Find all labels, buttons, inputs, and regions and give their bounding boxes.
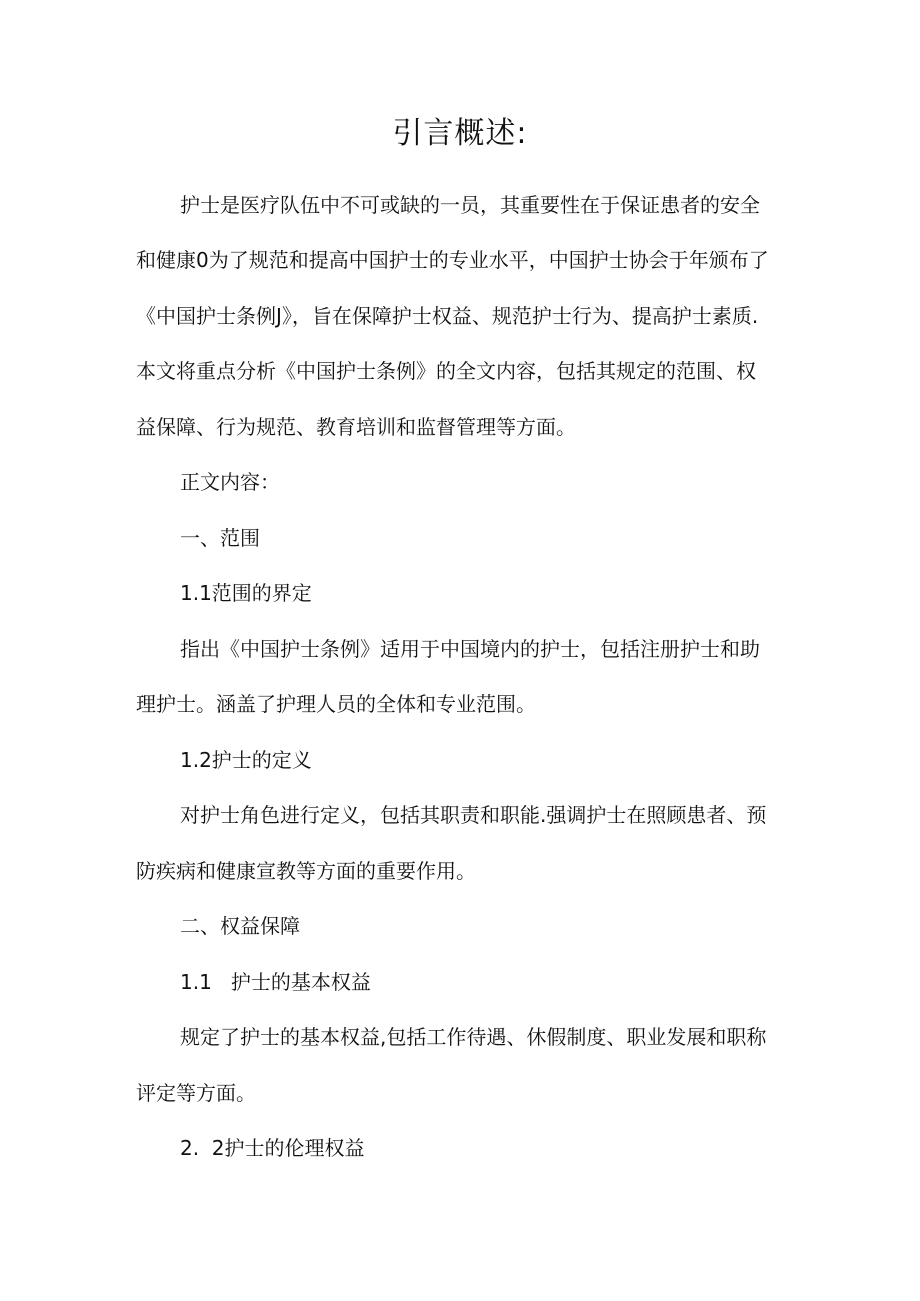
subsection-1-2-line-1: 对护士角色进行定义，包括其职责和职能.强调护士在照顾患者、预: [180, 803, 767, 827]
subsection-2-1-line-2: 评定等方面。: [136, 1081, 256, 1105]
intro-line-4: 本文将重点分析《中国护士条例》的全文内容，包括其规定的范围、权: [136, 359, 756, 383]
subsection-1-1-line-1: 指出《中国护士条例》适用于中国境内的护士，包括注册护士和助: [180, 637, 760, 661]
document-title: 引言概述:: [392, 116, 528, 151]
section-2-title: 二、权益保障: [180, 914, 300, 938]
subsection-2-1-title: 1.1 护士的基本权益: [180, 970, 371, 994]
subsection-1-2-line-2: 防疾病和健康宣教等方面的重要作用。: [136, 859, 476, 883]
intro-line-5: 益保障、行为规范、教育培训和监督管理等方面。: [136, 415, 576, 439]
subsection-1-1-line-2: 理护士。涵盖了护理人员的全体和专业范围。: [136, 692, 536, 716]
intro-line-1: 护士是医疗队伍中不可或缺的一员，其重要性在于保证患者的安全: [180, 193, 760, 217]
subsection-2-1-line-1: 规定了护士的基本权益,包括工作待遇、休假制度、职业发展和职称: [180, 1025, 767, 1049]
subsection-2-2-title: 2. 2护士的伦理权益: [180, 1136, 365, 1160]
intro-line-2: 和健康0为了规范和提高中国护士的专业水平，中国护士协会于年颁布了: [136, 248, 769, 272]
subsection-1-1-title: 1.1范围的界定: [180, 581, 312, 605]
section-1-title: 一、范围: [180, 526, 260, 550]
body-heading: 正文内容：: [180, 470, 280, 494]
intro-line-3: 《中国护士条例J》，旨在保障护士权益、规范护士行为、提高护士素质.: [136, 304, 759, 328]
subsection-1-2-title: 1.2护士的定义: [180, 748, 312, 772]
